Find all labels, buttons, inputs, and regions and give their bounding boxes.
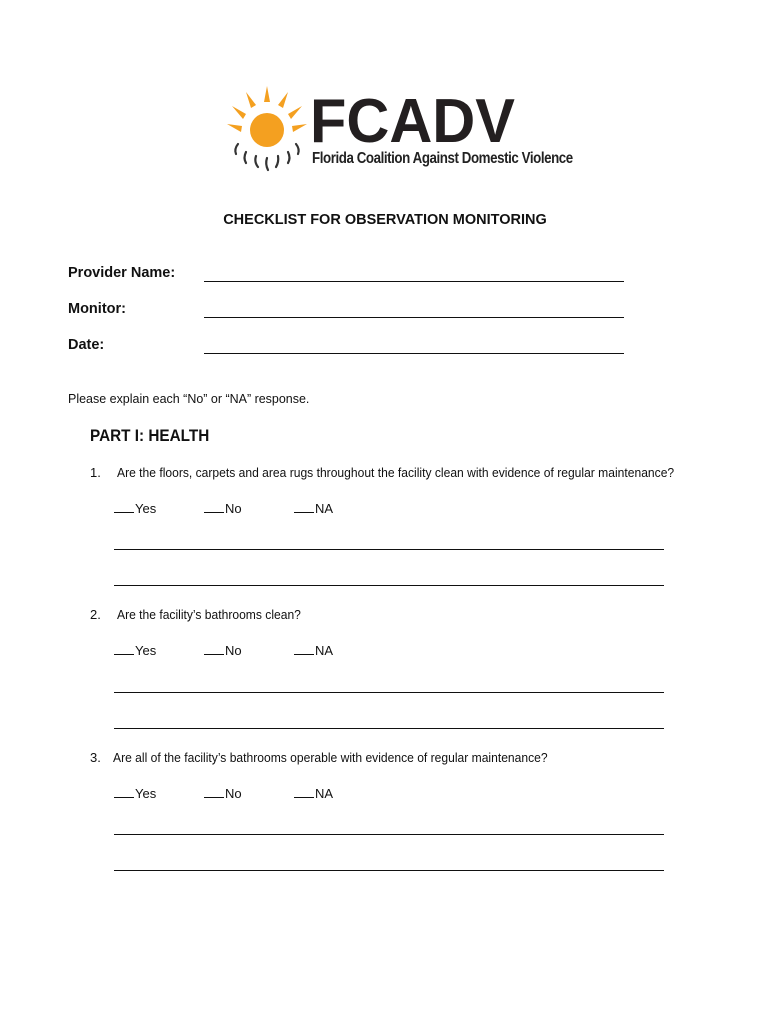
monitor-label: Monitor: (68, 301, 126, 317)
date-line[interactable] (204, 353, 624, 354)
option-yes[interactable]: Yes (114, 501, 156, 516)
option-yes[interactable]: Yes (114, 786, 156, 801)
option-na[interactable]: NA (294, 786, 333, 801)
answer-line[interactable] (114, 834, 664, 835)
provider-name-label: Provider Name: (68, 265, 176, 281)
question-number: 3. (90, 750, 101, 765)
question-text: Are the facility’s bathrooms clean? (117, 607, 301, 622)
option-no[interactable]: No (204, 786, 242, 801)
question-text: Are the floors, carpets and area rugs throughout the facility clean with evidence of regular maintenance? (117, 465, 675, 480)
question-number: 2. (90, 607, 101, 622)
answer-line[interactable] (114, 692, 664, 693)
logo-subtitle: Florida Coalition Against Domestic Violence (312, 150, 573, 167)
document-title: CHECKLIST FOR OBSERVATION MONITORING (223, 212, 547, 228)
instructions-text: Please explain each “No” or “NA” response. (68, 391, 310, 406)
answer-line[interactable] (114, 870, 664, 871)
svg-text:FCADV: FCADV (310, 94, 515, 146)
option-na[interactable]: NA (294, 643, 333, 658)
option-na[interactable]: NA (294, 501, 333, 516)
date-label: Date: (68, 337, 105, 353)
provider-name-line[interactable] (204, 281, 624, 282)
question-text: Are all of the facility’s bathrooms operable with evidence of regular maintenance? (113, 750, 548, 765)
monitor-line[interactable] (204, 317, 624, 318)
fcadv-sun-logo (226, 84, 308, 174)
answer-line[interactable] (114, 585, 664, 586)
option-no[interactable]: No (204, 501, 242, 516)
fcadv-wordmark (310, 94, 515, 146)
option-yes[interactable]: Yes (114, 643, 156, 658)
answer-line[interactable] (114, 549, 664, 550)
question-number: 1. (90, 465, 101, 480)
sun-disc (250, 113, 284, 147)
option-no[interactable]: No (204, 643, 242, 658)
answer-line[interactable] (114, 728, 664, 729)
part-heading: PART I: HEALTH (90, 426, 210, 445)
sun-lower-rays (235, 144, 298, 170)
